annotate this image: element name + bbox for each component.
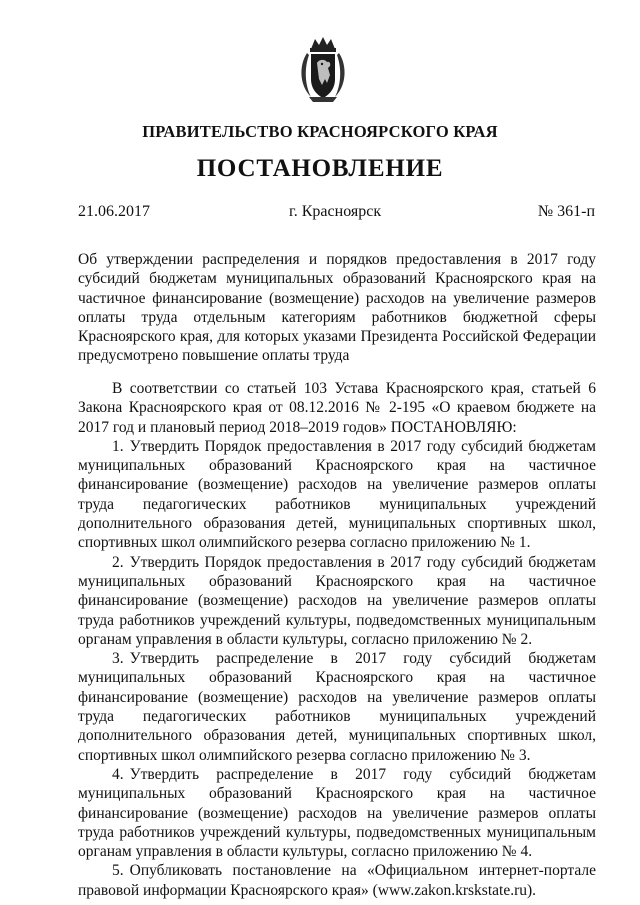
government-name: ПРАВИТЕЛЬСТВО КРАСНОЯРСКОГО КРАЯ <box>142 122 498 141</box>
item-number: 2. <box>112 553 124 571</box>
list-item <box>78 765 596 861</box>
list-item <box>78 861 596 900</box>
document-meta-row <box>78 203 595 223</box>
preamble-paragraph: В соответствии со статьей 103 Устава Красноярского края, статьей 6 Закона Красноярского края от 08.12.2016 № 2-195 «О краевом бюджете на 2017 год и плановый период 2018–2019 годов» ПОСТАНОВЛЯЮ: <box>78 380 596 436</box>
item-number: 5. <box>112 862 124 880</box>
item-number: 3. <box>112 650 124 668</box>
document-subject: Об утверждении распределения и порядков предоставления в 2017 году субсидий бюджетам муниципальных образований Красноярского края на частичное финансирование (возмещение) расходов на увеличение размеров оплаты труда отдельным категориям работников бюджетной сферы Красноярского края, для которых указами Президента Российской Федерации предусмотрено повышение оплаты труда <box>78 251 596 365</box>
item-number: 4. <box>112 765 124 783</box>
document-body <box>78 379 596 900</box>
list-item <box>78 649 596 765</box>
item-text: Утвердить Порядок предоставления в 2017 году субсидий бюджетам муниципальных образований Красноярского края на частичное финансирование (возмещение) расходов на увеличение размеров оплаты труда работников учреждений культуры, подведомственных муниципальным органам управления в области культуры, согласно приложению № 2. <box>78 553 596 648</box>
list-item <box>78 553 596 649</box>
item-text: Опубликовать постановление на «Официальном интернет-портале правовой информации Красноярского края» (www.zakon.krskstate.ru). <box>78 862 596 899</box>
item-number: 1. <box>112 437 124 455</box>
item-text: Утвердить Порядок предоставления в 2017 году субсидий бюджетам муниципальных образований Красноярского края на частичное финансирование (возмещение) расходов на увеличение размеров оплаты труда педагогических работников муниципальных учреждений дополнительного образования детей, муниципальных спортивных школ, спортивных школ олимпийского резерва согласно приложению № 1. <box>78 437 596 552</box>
list-item <box>78 437 596 553</box>
document-city: г. Красноярск <box>289 203 382 220</box>
item-text: Утвердить распределение в 2017 году субсидий бюджетам муниципальных образований Красноярского края на частичное финансирование (возмещение) расходов на увеличение размеров оплаты труда работников учреждений культуры, подведомственных муниципальным органам управления в области культуры, согласно приложению № 4. <box>78 765 596 861</box>
document-type-title: ПОСТАНОВЛЕНИЕ <box>196 155 444 182</box>
item-text: Утвердить распределение в 2017 году субсидий бюджетам муниципальных образований Красноярского края на частичное финансирование (возмещение) расходов на увеличение размеров оплаты труда педагогических работников муниципальных учреждений дополнительного образования детей, муниципальных спортивных школ, спортивных школ олимпийского резерва согласно приложению № 3. <box>78 650 596 764</box>
document-date: 21.06.2017 <box>78 203 150 220</box>
document-number: № 361-п <box>537 203 595 220</box>
coat-of-arms-icon <box>297 35 349 105</box>
